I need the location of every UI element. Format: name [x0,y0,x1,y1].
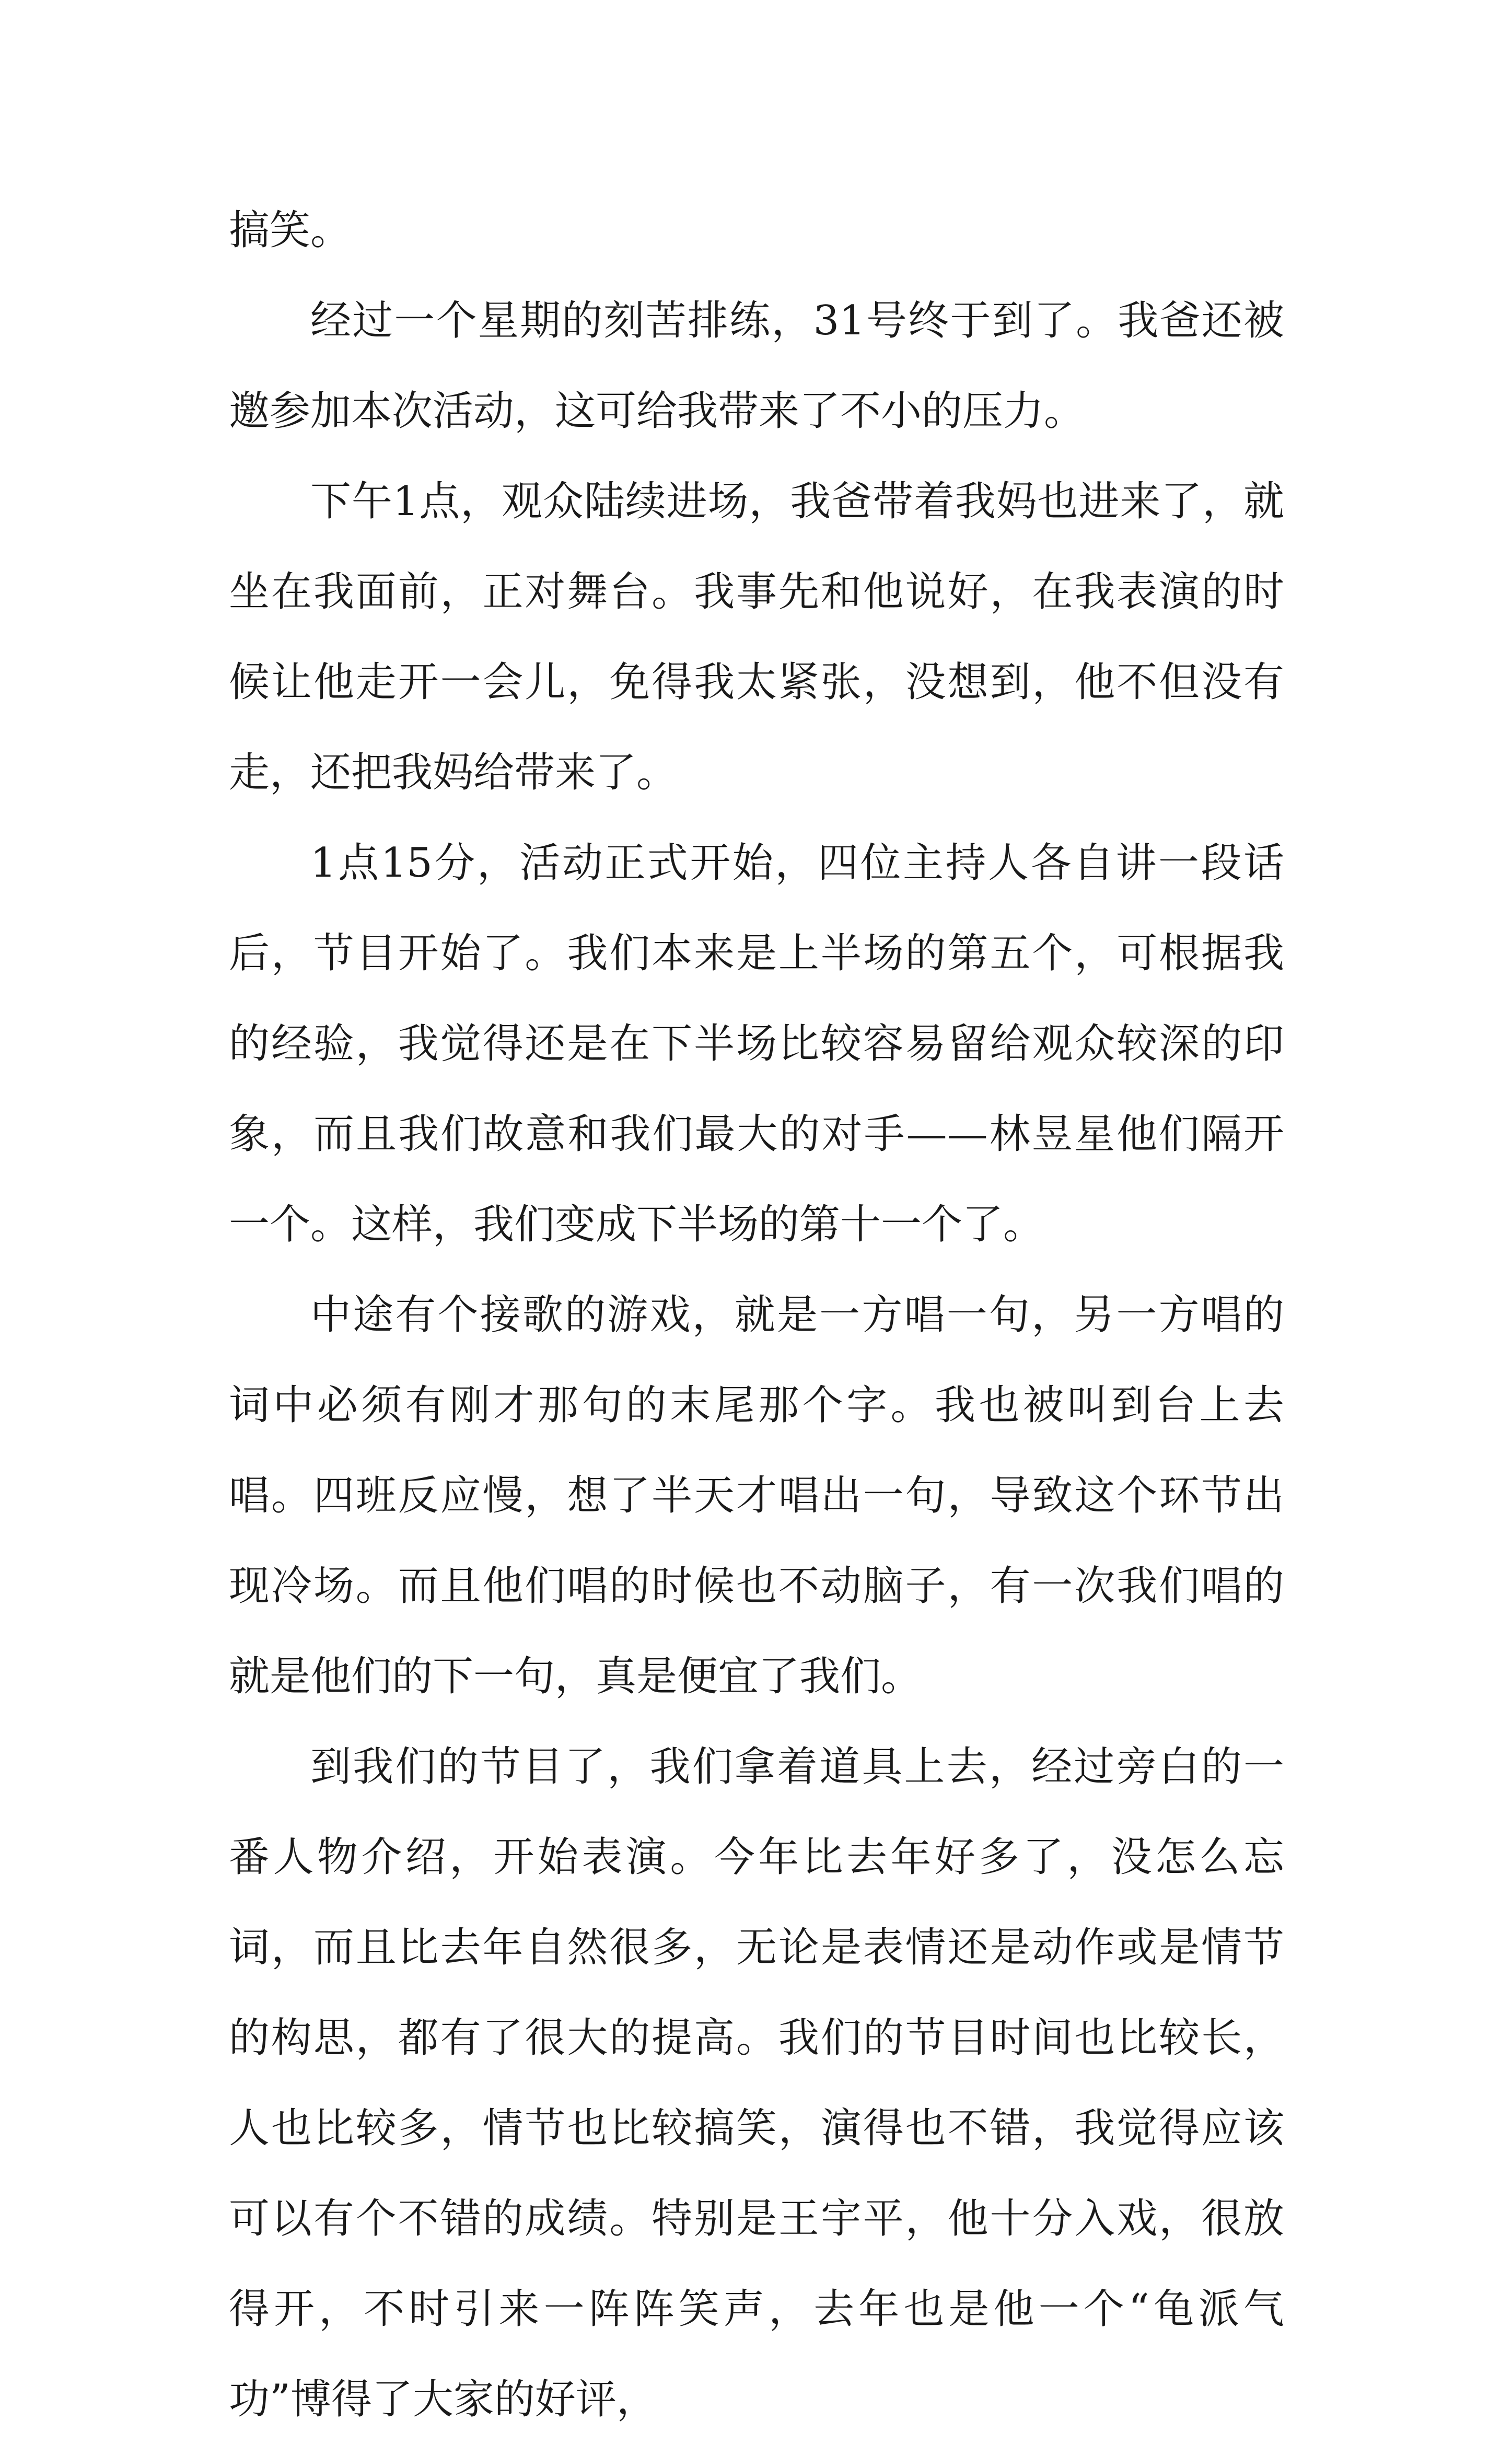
paragraph-performance: 到我们的节目了，我们拿着道具上去，经过旁白的一番人物介绍，开始表演。今年比去年好多了，没怎么忘词，而且比去年自然很多，无论是表情还是动作或是情节的构思，都有了很大的提高。我们的节目时间也比较长，人也比较多，情节也比较搞笑，演得也不错，我觉得应该可以有个不错的成绩。特别是王宇平，他十分入戏，很放得开，不时引来一阵阵笑声，去年也是他一个“龟派气功”博得了大家的好评， [229,1743,1284,2423]
paragraph-rehearsal: 经过一个星期的刻苦排练，31号终于到了。我爸还被邀参加本次活动，这可给我带来了不小的压力。 [229,297,1284,435]
paragraph-song-game: 中途有个接歌的游戏，就是一方唱一句，另一方唱的词中必须有刚才那句的末尾那个字。我也被叫到台上去唱。四班反应慢，想了半天才唱出一句，导致这个环节出现冷场。而且他们唱的时候也不动脑子，有一次我们唱的就是他们的下一句，真是便宜了我们。 [229,1291,1284,1700]
paragraph-audience: 下午1点，观众陆续进场，我爸带着我妈也进来了，就坐在我面前，正对舞台。我事先和他说好，在我表演的时候让他走开一会儿，免得我太紧张，没想到，他不但没有走，还把我妈给带来了。 [229,478,1284,796]
document-body [229,185,1284,2445]
paragraph-show-start: 1点15分，活动正式开始，四位主持人各自讲一段话后，节目开始了。我们本来是上半场的第五个，可根据我的经验，我觉得还是在下半场比较容易留给观众较深的印象，而且我们故意和我们最大的对手——林昱星他们隔开一个。这样，我们变成下半场的第十一个了。 [229,840,1284,1248]
paragraph-continuation: 搞笑。 [229,207,352,254]
